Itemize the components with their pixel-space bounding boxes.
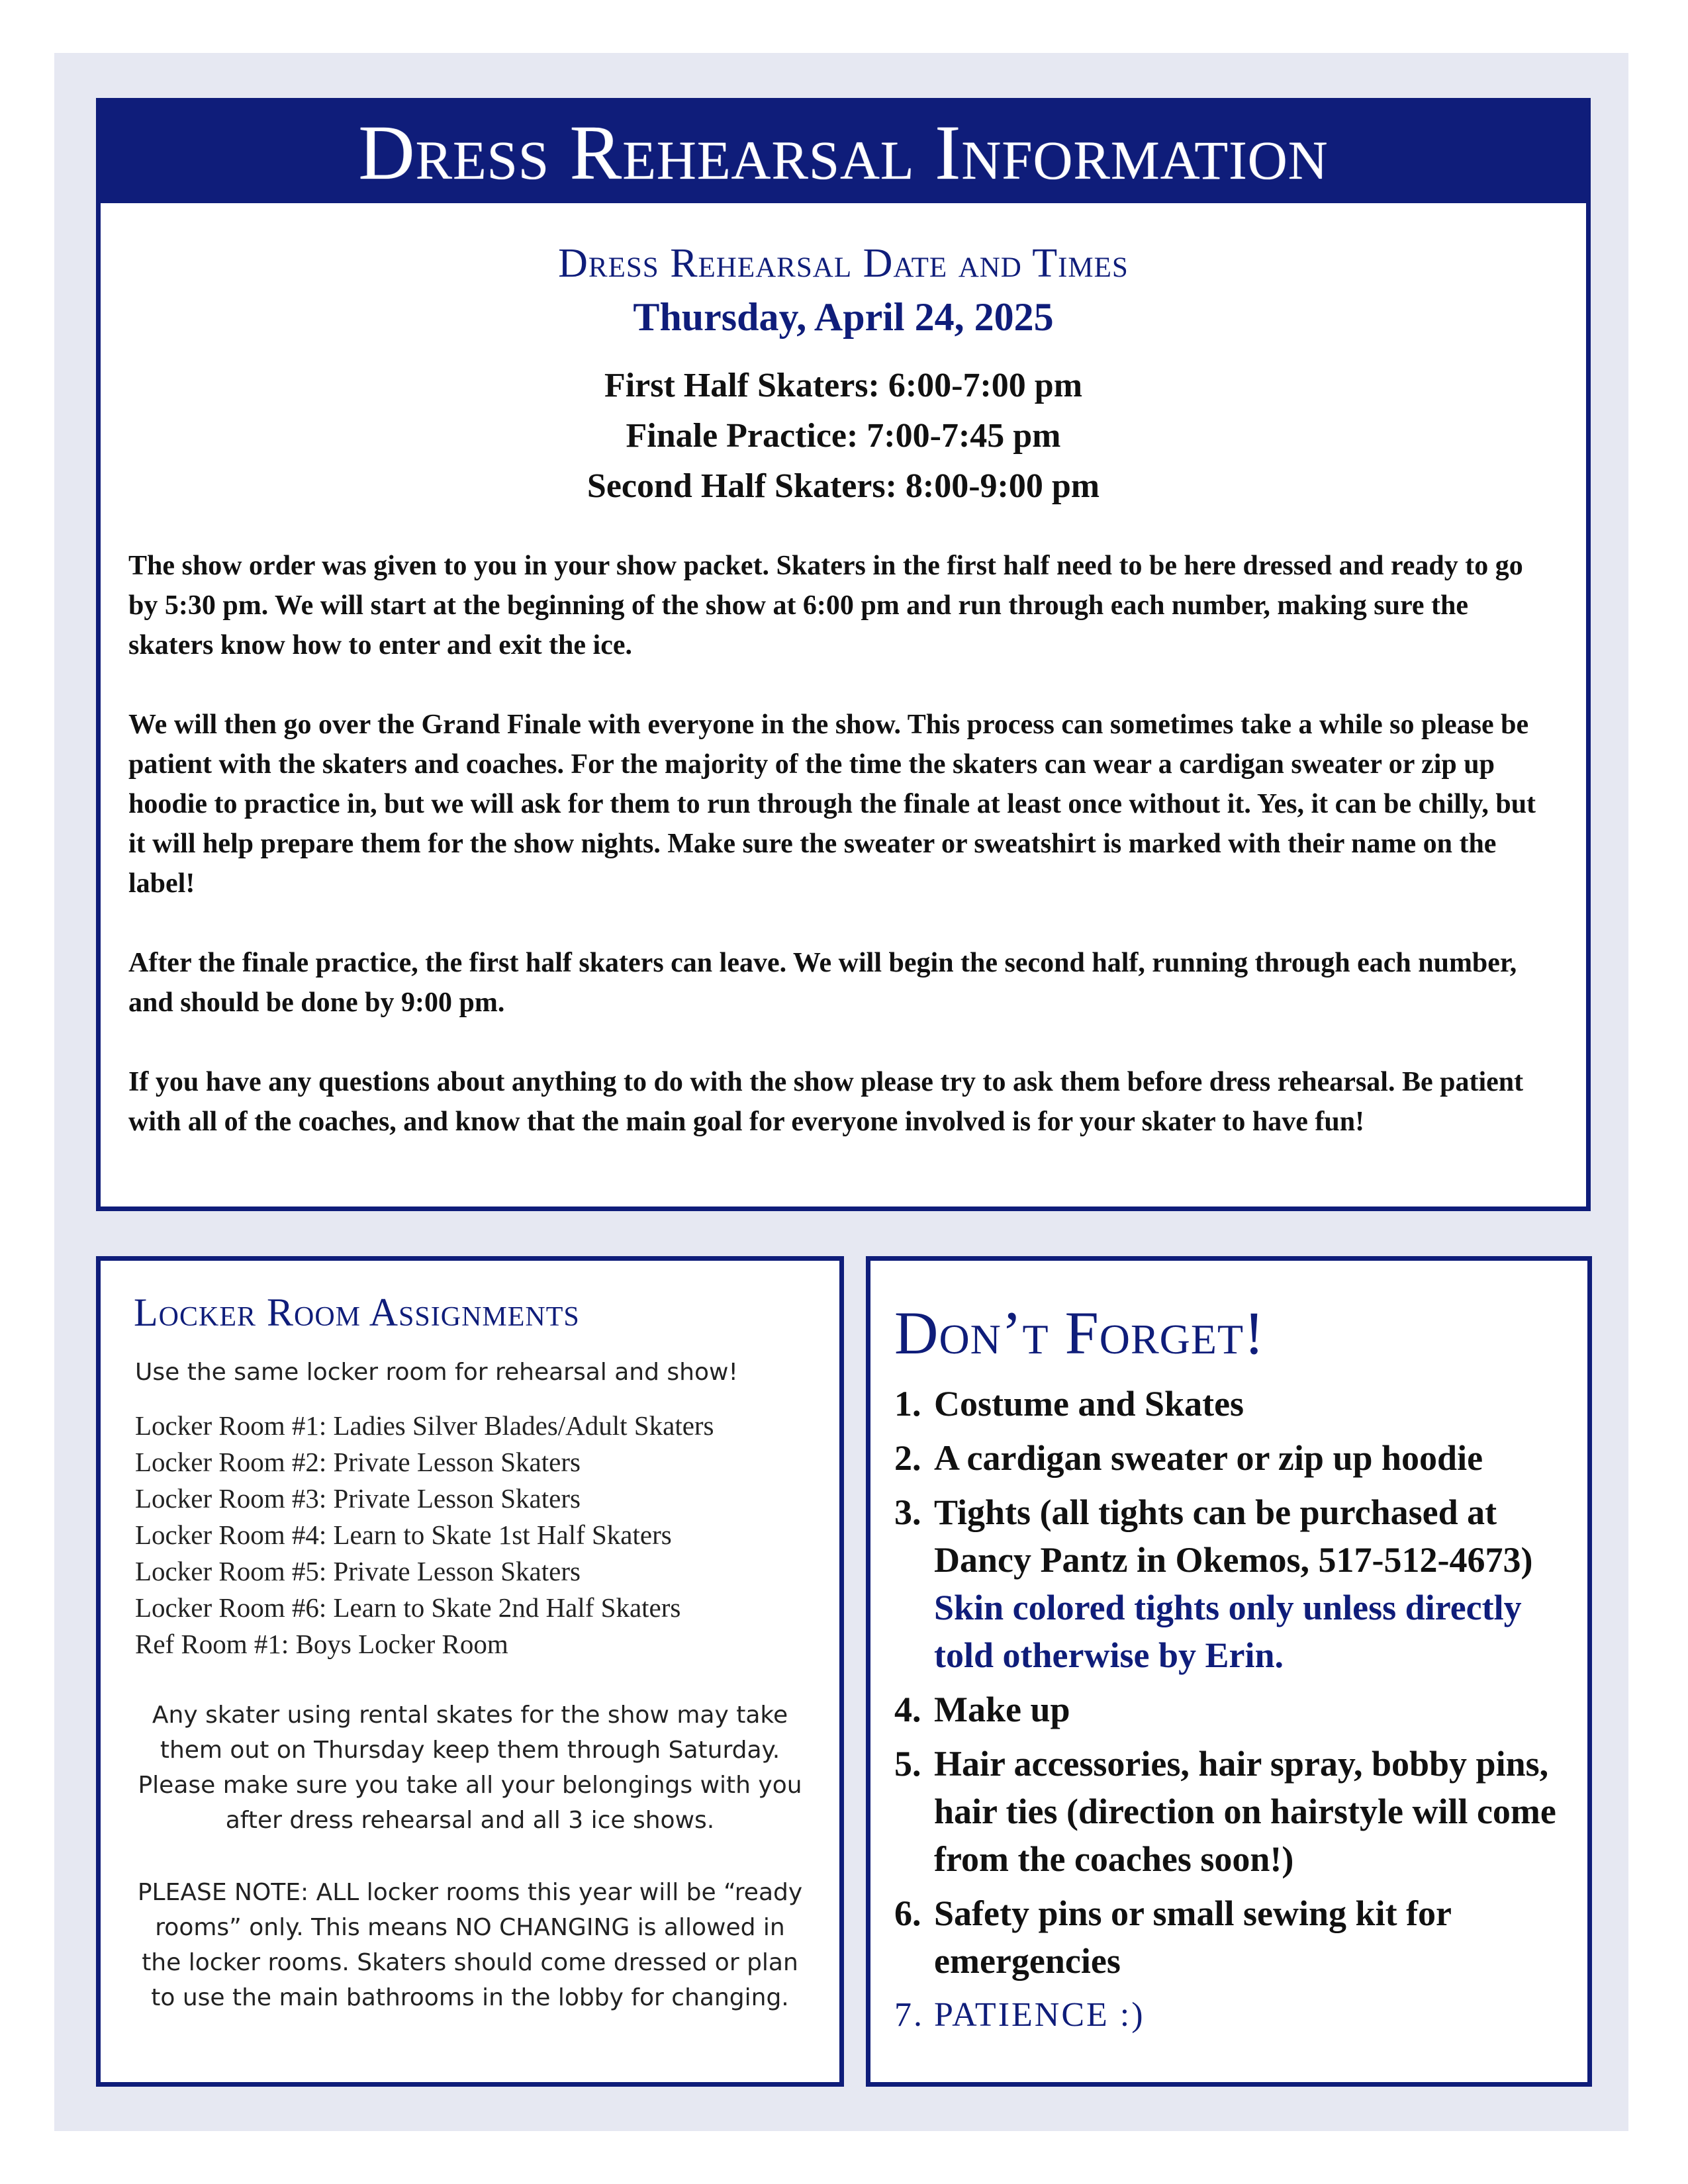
- time-first-half: First Half Skaters: 6:00-7:00 pm: [604, 367, 1083, 404]
- locker-room-list: [135, 1408, 820, 1662]
- list-item: [894, 1380, 1574, 1428]
- list-item: Locker Room #2: Private Lesson Skaters: [135, 1447, 581, 1477]
- tights-note: Skin colored tights only unless directly told otherwise by Erin.: [934, 1588, 1522, 1675]
- paragraph-questions: If you have any questions about anything to do with the show please try to ask them before dress rehearsal. Be patient with all of the coaches, and know that the main goal for everyone involved is for your skater to have fun!: [128, 1067, 1524, 1137]
- item-number: 4.: [894, 1690, 921, 1729]
- item-text: A cardigan sweater or zip up hoodie: [934, 1438, 1483, 1478]
- list-item: Locker Room #1: Ladies Silver Blades/Adult Skaters: [135, 1410, 714, 1441]
- list-item: [894, 1488, 1574, 1679]
- locker-room-heading: Locker Room Assignments: [134, 1291, 580, 1334]
- paragraph-show-order: The show order was given to you in your show packet. Skaters in the first half need to be here dressed and ready to go by 5:30 pm. We will start at the beginning of the show at 6:00 pm and run through each number, making sure the skaters know how to enter and exit the ice.: [128, 551, 1523, 660]
- schedule-times: [101, 361, 1586, 512]
- item-text: Costume and Skates: [934, 1384, 1244, 1424]
- paragraph-grand-finale: We will then go over the Grand Finale with everyone in the show. This process can sometimes take a while so please be patient with the skaters and coaches. For the majority of the time the skaters can wear a cardigan sweater or zip up hoodie to practice in, but we will ask for them to run through the finale at least once without it. Yes, it can be chilly, but it will help prepare them for the show nights. Make sure the sweater or sweatshirt is marked with their name on the label!: [128, 709, 1536, 899]
- list-item: [894, 1434, 1574, 1482]
- list-item: [894, 1740, 1574, 1883]
- dont-forget-panel: [866, 1256, 1592, 2087]
- item-text: Make up: [934, 1690, 1070, 1729]
- list-item: Locker Room #6: Learn to Skate 2nd Half Skaters: [135, 1592, 681, 1623]
- list-item: [894, 1991, 1574, 2039]
- paragraph-second-half: After the finale practice, the first half skaters can leave. We will begin the second half, running through each number, and should be done by 9:00 pm.: [128, 948, 1517, 1018]
- item-text: Hair accessories, hair spray, bobby pins, hair ties (direction on hairstyle will come from the coaches soon!): [934, 1744, 1556, 1879]
- info-body: [128, 546, 1558, 1181]
- locker-room-panel: [96, 1256, 844, 2087]
- ready-rooms-note: PLEASE NOTE: ALL locker rooms this year will be “ready rooms” only. This means NO CHANGING is allowed in the locker rooms. Skaters should come dressed or plan to use the main bathrooms in the lobby for changing.: [137, 1879, 803, 2011]
- rehearsal-info-panel: [96, 98, 1591, 1211]
- list-item: [894, 1686, 1574, 1733]
- item-text: Tights (all tights can be purchased at Dancy Pantz in Okemos, 517-512-4673): [934, 1492, 1533, 1580]
- locker-room-note: Use the same locker room for rehearsal and show!: [135, 1359, 738, 1386]
- item-number: 6.: [894, 1893, 921, 1933]
- item-text: PATIENCE :): [934, 1996, 1145, 2034]
- time-finale: Finale Practice: 7:00-7:45 pm: [626, 417, 1061, 455]
- item-number: 5.: [894, 1744, 921, 1784]
- page-title: Dress Rehearsal Information: [358, 109, 1329, 196]
- time-second-half: Second Half Skaters: 8:00-9:00 pm: [586, 467, 1100, 505]
- rehearsal-date: Thursday, April 24, 2025: [633, 295, 1054, 339]
- item-number: 1.: [894, 1384, 921, 1424]
- schedule-heading: Dress Rehearsal Date and Times: [558, 241, 1129, 286]
- dont-forget-heading: Don’t Forget!: [894, 1299, 1265, 1367]
- list-item: Locker Room #4: Learn to Skate 1st Half Skaters: [135, 1520, 672, 1550]
- item-number: 7.: [894, 1996, 924, 2034]
- rental-skates-note: Any skater using rental skates for the show may take them out on Thursday keep them through Saturday. Please make sure you take all your belongings with you after dress rehearsal and all 3 ice shows.: [138, 1702, 802, 1834]
- item-number: 2.: [894, 1438, 921, 1478]
- list-item: Locker Room #5: Private Lesson Skaters: [135, 1556, 581, 1586]
- list-item: [894, 1889, 1574, 1985]
- dont-forget-list: [894, 1380, 1574, 2046]
- list-item: Ref Room #1: Boys Locker Room: [135, 1629, 508, 1659]
- list-item: Locker Room #3: Private Lesson Skaters: [135, 1483, 581, 1514]
- header-banner: [101, 103, 1586, 203]
- item-number: 3.: [894, 1492, 921, 1532]
- item-text: Safety pins or small sewing kit for emergencies: [934, 1893, 1452, 1981]
